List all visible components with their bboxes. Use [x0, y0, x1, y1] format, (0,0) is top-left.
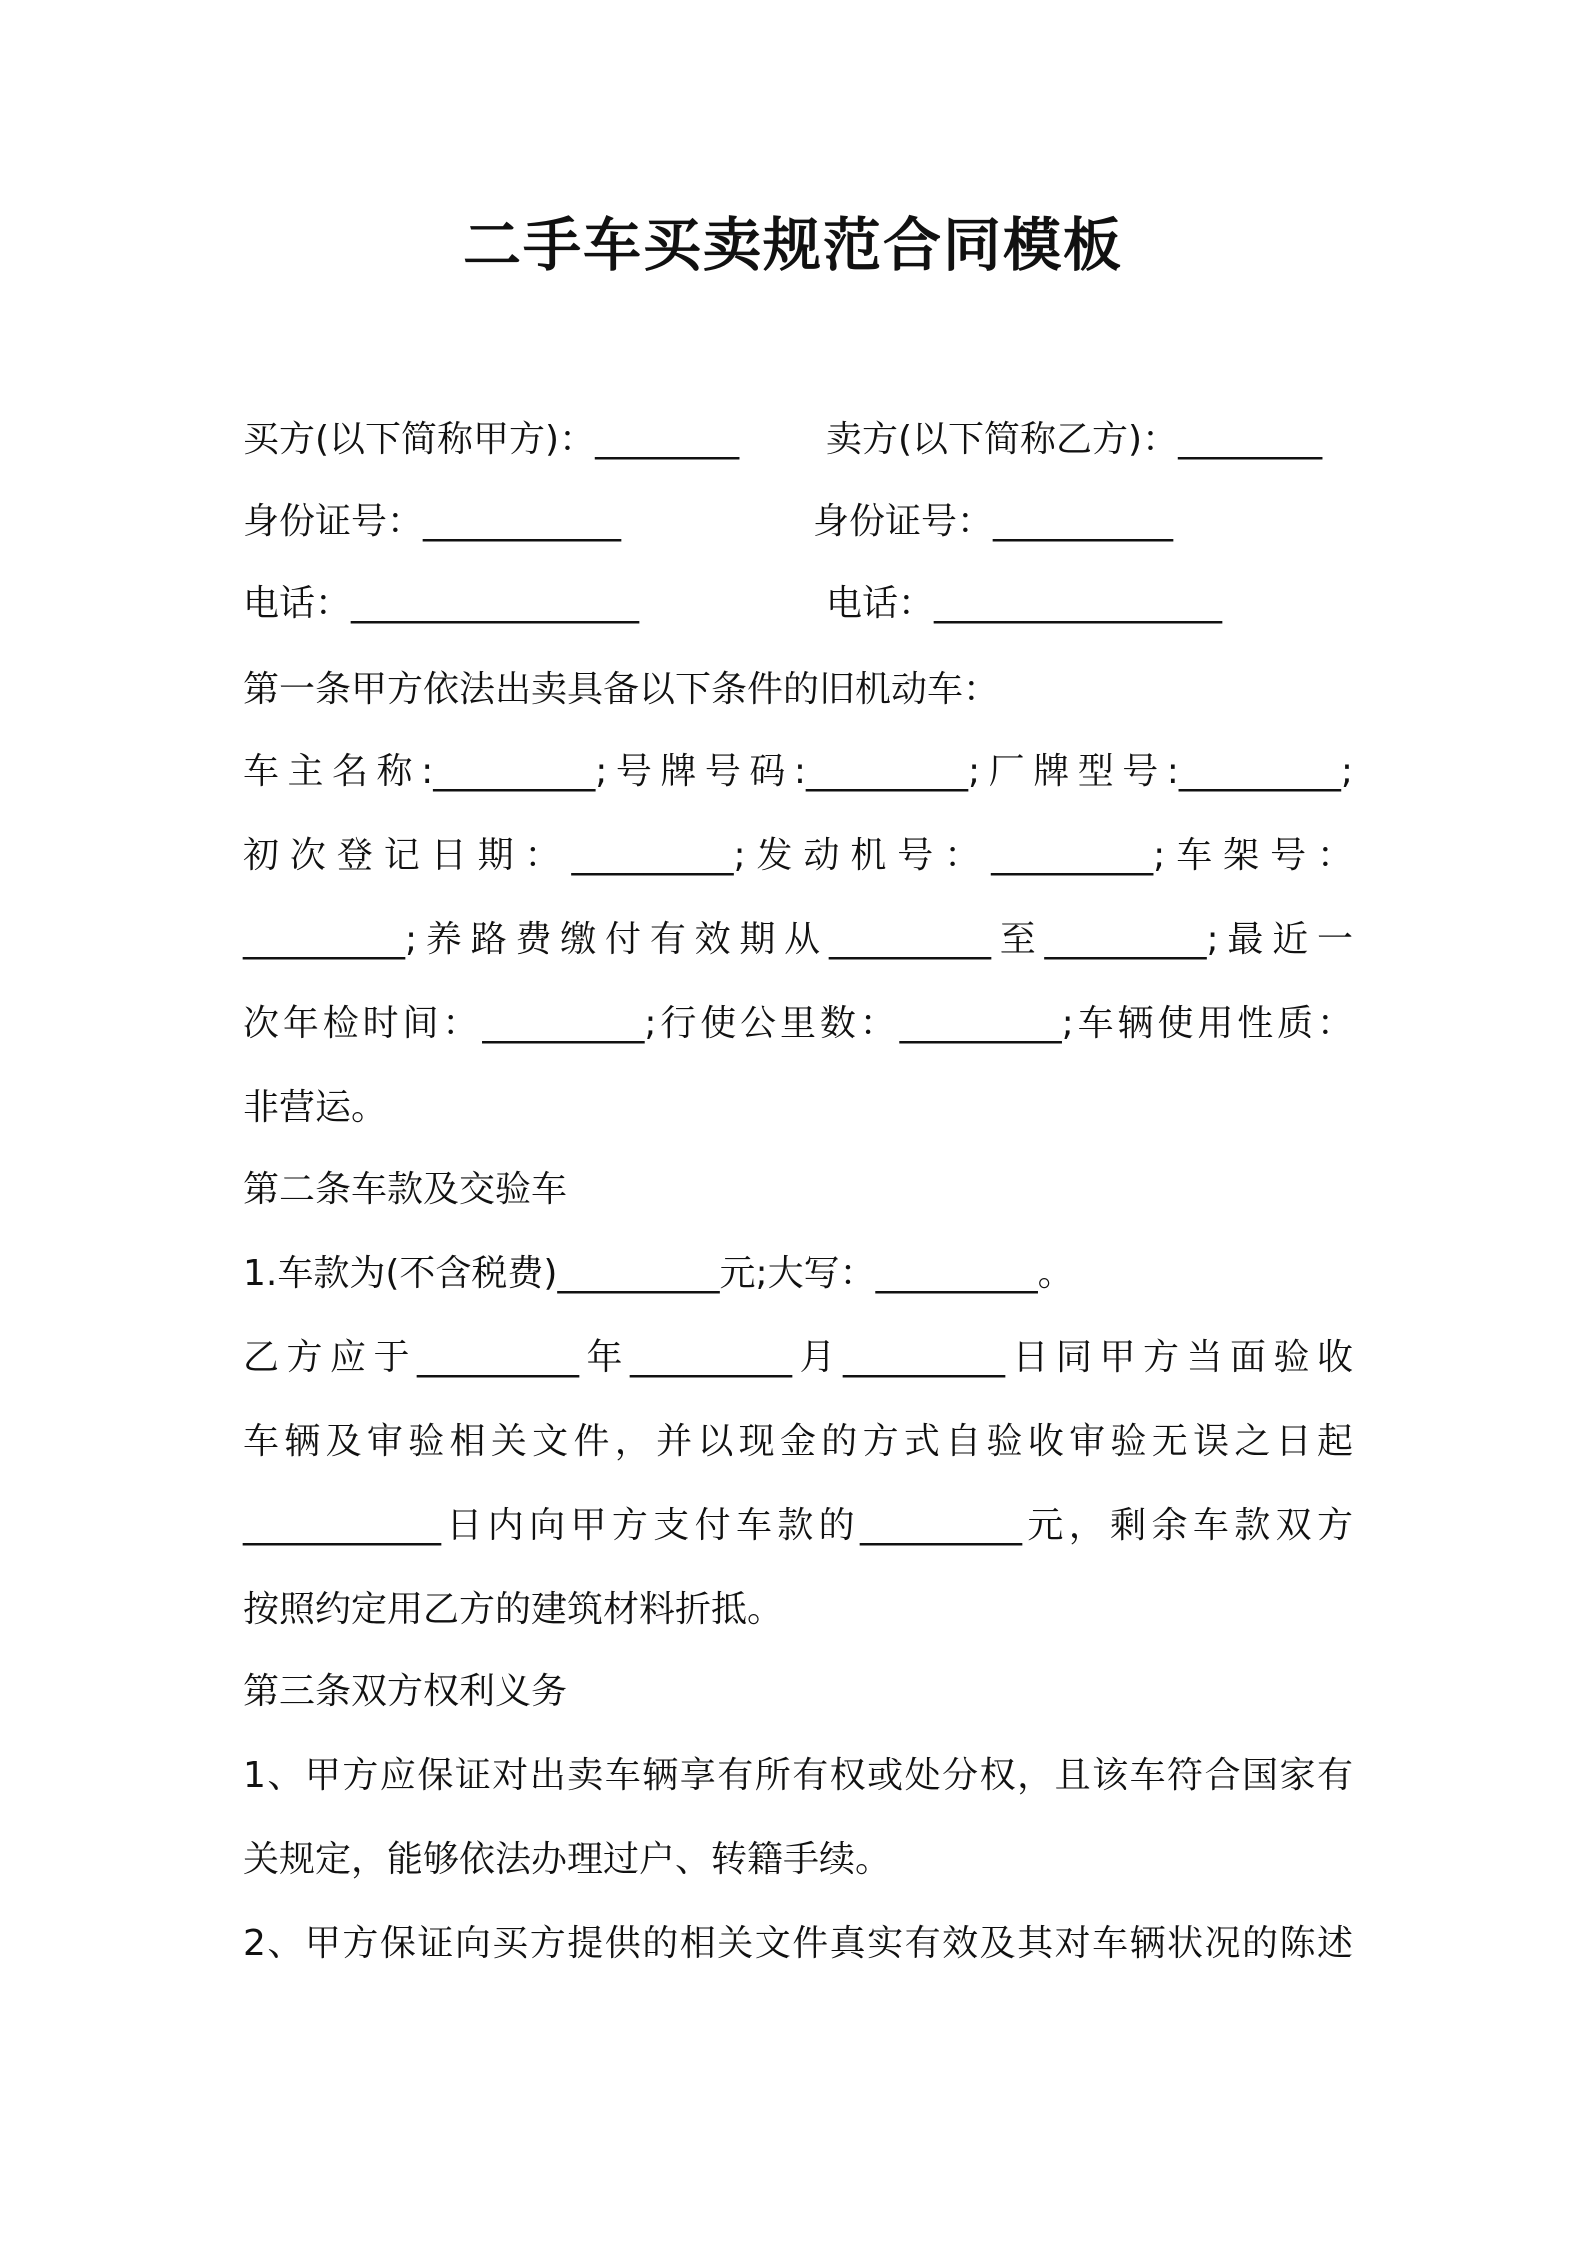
article-2-line: 按照约定用乙方的建筑材料折抵。: [243, 1589, 784, 1630]
article-2-line: 乙方应于_________年_________月_________日同甲方当面验收: [243, 1337, 1353, 1378]
article-1-line: 非营运。: [243, 1087, 388, 1128]
article-3-line: 2、甲方保证向买方提供的相关文件真实有效及其对车辆状况的陈述: [243, 1923, 1353, 1964]
buyer-phone-field: 电话：________________: [243, 583, 640, 624]
article-2-line: ___________日内向甲方支付车款的_________元，剩余车款双方: [243, 1505, 1353, 1546]
article-3-line: 1、甲方应保证对出卖车辆享有所有权或处分权，且该车符合国家有: [243, 1755, 1353, 1796]
document-title: 二手车买卖规范合同模板: [462, 211, 1123, 279]
article-3-heading: 第三条双方权利义务: [243, 1671, 568, 1712]
article-1-line: _________;养路费缴付有效期从_________至_________;最近一: [243, 919, 1353, 960]
article-1-line: 次年检时间：_________;行使公里数：_________;车辆使用性质：: [243, 1003, 1353, 1044]
article-1-heading: 第一条甲方依法出卖具备以下条件的旧机动车：: [243, 669, 1000, 710]
article-3-line: 关规定，能够依法办理过户、转籍手续。: [243, 1839, 892, 1880]
article-1-line: 初次登记日期：_________;发动机号：_________;车架号：: [243, 835, 1353, 876]
article-2-heading: 第二条车款及交验车: [243, 1169, 568, 1210]
article-1-line: 车主名称:_________;号牌号码:_________;厂牌型号:_________;: [243, 751, 1353, 792]
article-2-line: 1.车款为(不含税费)_________元;大写：_________。: [243, 1253, 1074, 1294]
buyer-name-field: 买方(以下简称甲方)：________: [243, 419, 740, 460]
buyer-id-field: 身份证号：___________: [243, 501, 622, 542]
article-2-line: 车辆及审验相关文件，并以现金的方式自验收审验无误之日起: [243, 1421, 1353, 1462]
seller-name-field: 卖方(以下简称乙方)：________: [826, 419, 1323, 460]
seller-id-field: 身份证号：__________: [813, 501, 1174, 542]
seller-phone-field: 电话：________________: [826, 583, 1223, 624]
